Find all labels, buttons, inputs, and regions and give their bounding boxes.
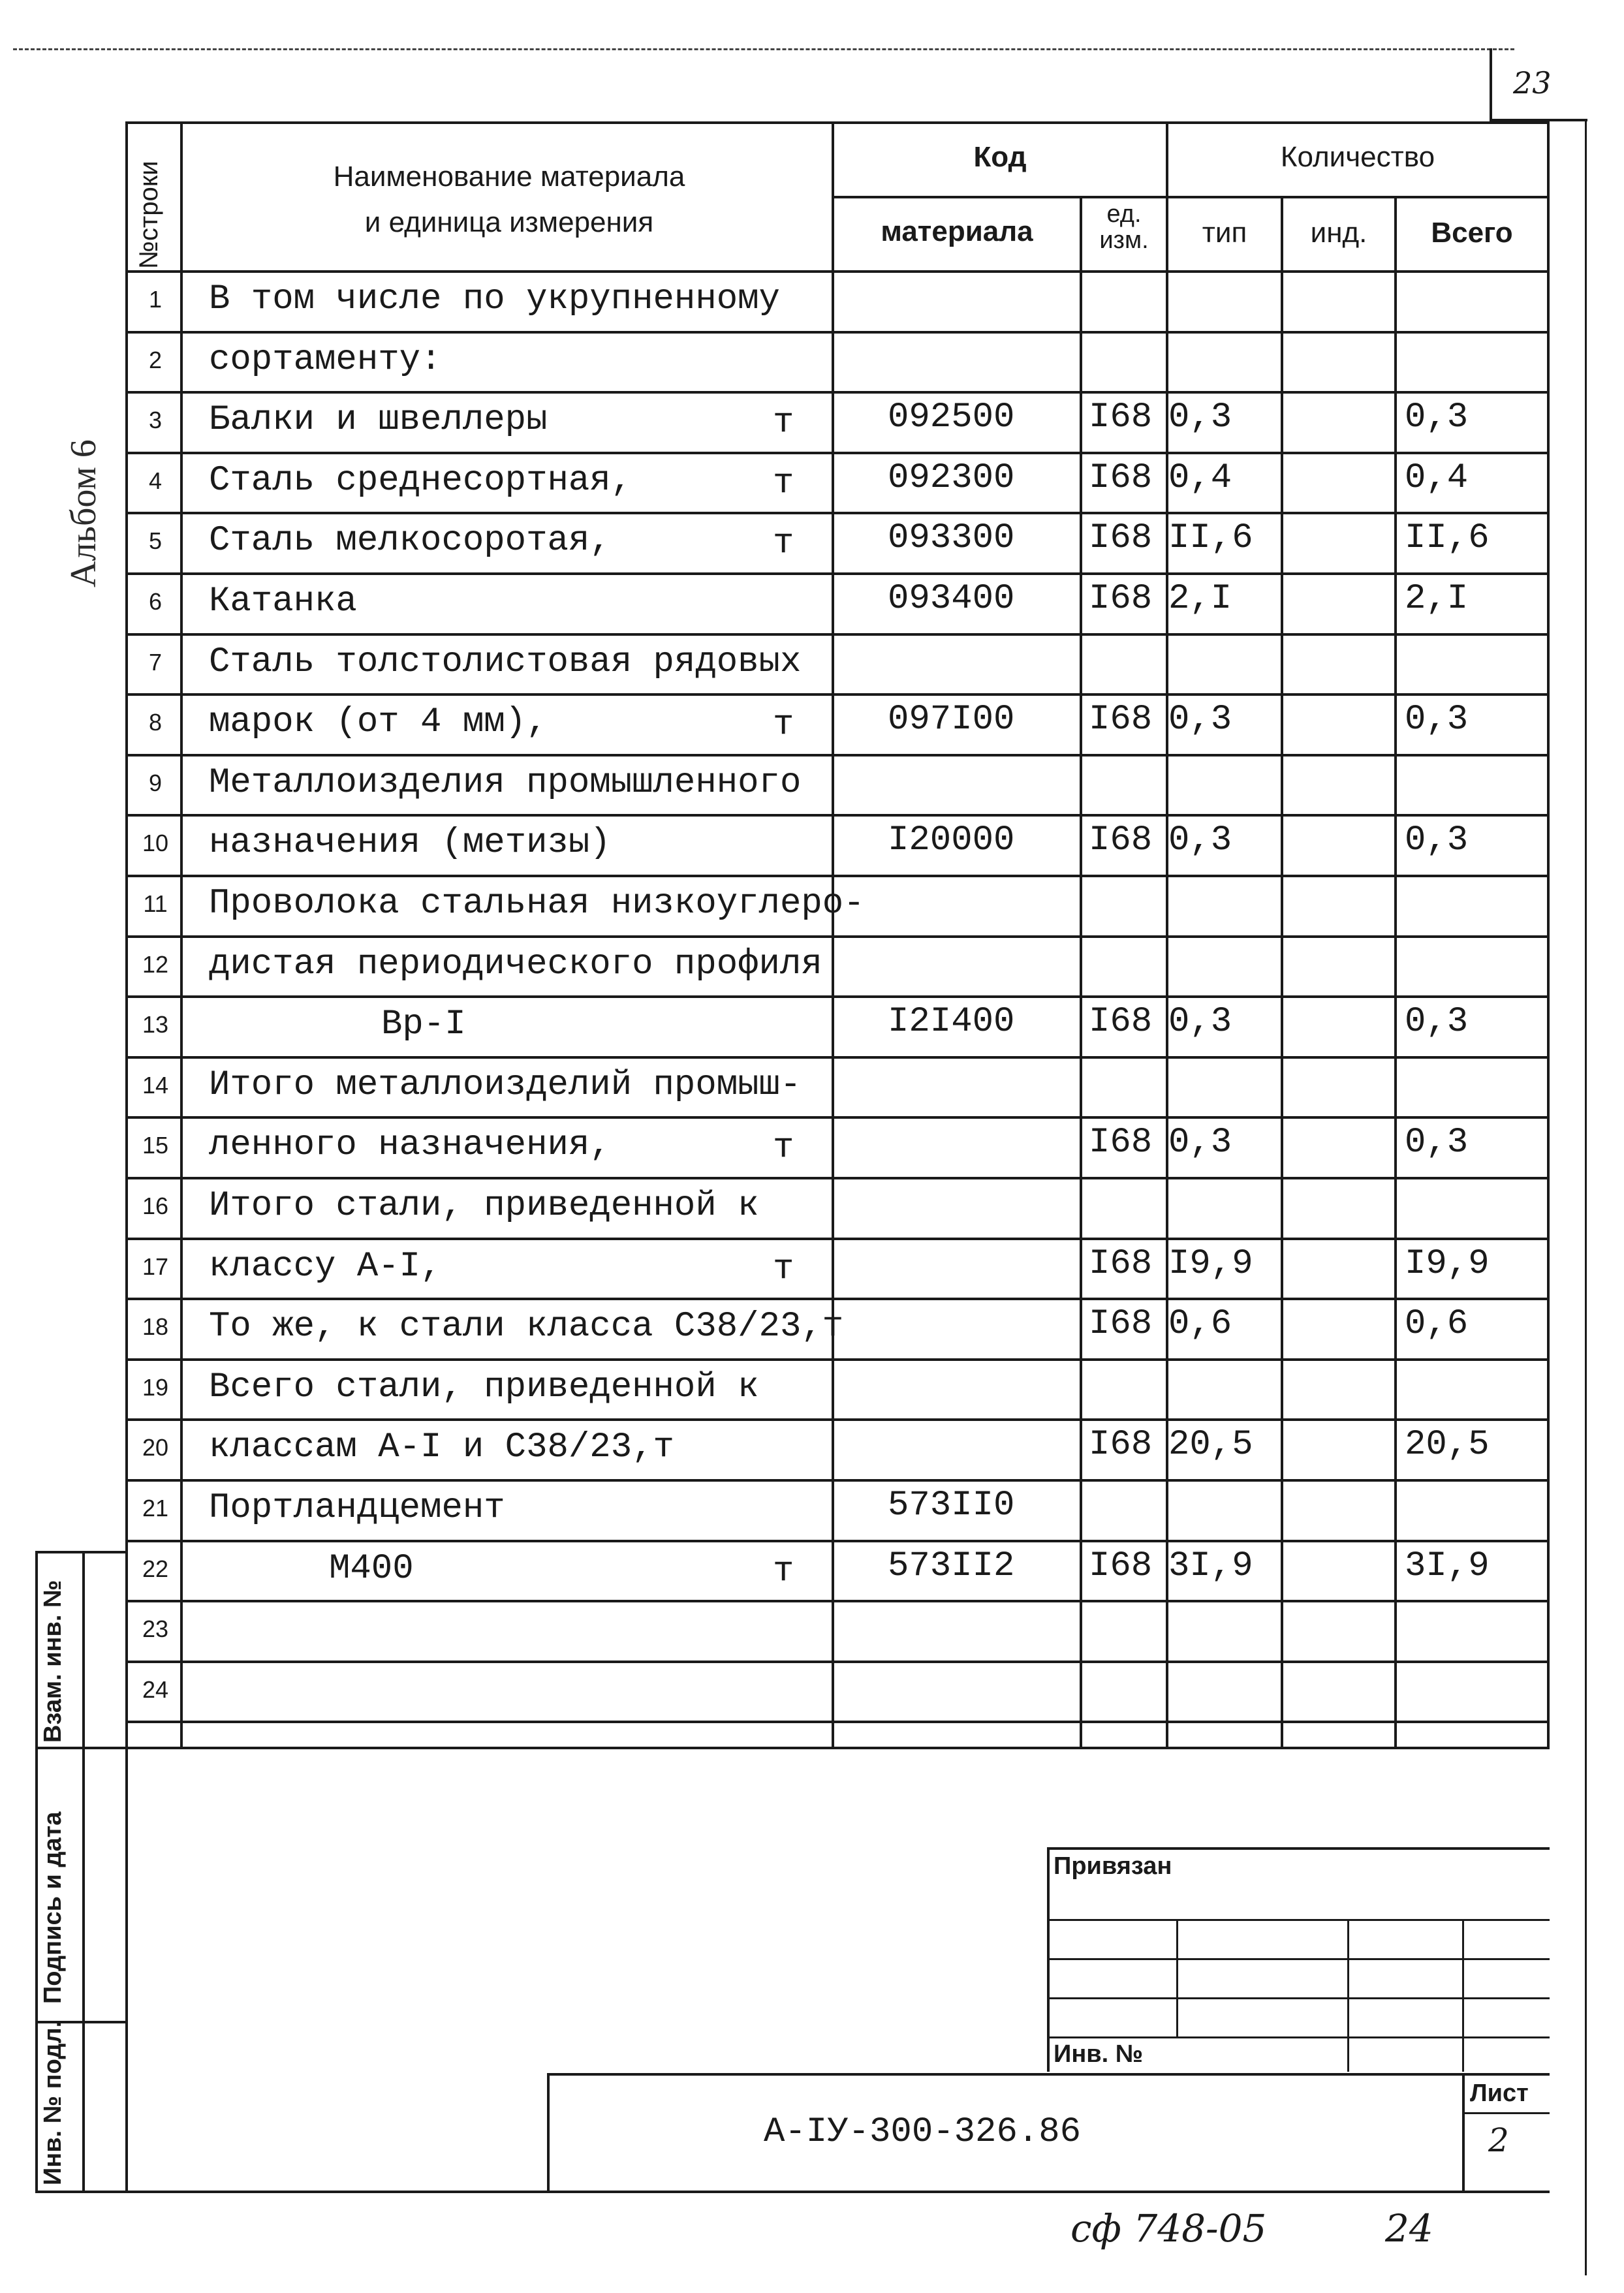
- row-number: 14: [142, 1071, 169, 1099]
- header-row-no: №строки: [134, 161, 163, 269]
- row-code: 093400: [888, 579, 1015, 619]
- row-number: 6: [148, 588, 163, 615]
- row-total: I9,9: [1405, 1243, 1490, 1284]
- tb-list-label: Лист: [1470, 2080, 1529, 2107]
- row-number: 7: [148, 648, 163, 676]
- stamp-outer-left: [35, 1551, 38, 2191]
- row-number: 1: [148, 286, 163, 313]
- stamp-inner: [82, 1551, 85, 2191]
- row-number: 9: [148, 769, 163, 796]
- row-edizm: I68: [1089, 1123, 1153, 1163]
- stamp-bottom: [35, 2191, 1550, 2193]
- page-number: 23: [1513, 65, 1552, 101]
- row-total: 0,3: [1405, 820, 1469, 861]
- row-number: 17: [142, 1253, 169, 1280]
- table-right-border: [1547, 121, 1550, 1747]
- row-line: [125, 633, 1550, 636]
- tb-vert-left: [1047, 1847, 1050, 2072]
- row-total: 20,5: [1405, 1425, 1490, 1465]
- row-edizm: I68: [1089, 700, 1153, 740]
- row-edizm: I68: [1089, 518, 1153, 559]
- top-edge-line: [13, 48, 1514, 50]
- stamp-div1: [35, 1747, 1550, 1749]
- ind-col-border: [1394, 196, 1397, 1747]
- row-line: [125, 693, 1550, 696]
- row-code: 092500: [888, 398, 1015, 438]
- tb-doc-code: А-IУ-300-326.86: [764, 2112, 1082, 2152]
- row-tip: 20,5: [1168, 1425, 1253, 1465]
- row-line: [125, 1238, 1550, 1240]
- row-tip: 0,6: [1168, 1304, 1232, 1345]
- row-name: классам А-I и С38/23,т: [209, 1427, 674, 1468]
- row-line: [125, 995, 1550, 998]
- row-total: 0,3: [1405, 700, 1469, 740]
- header-code-material: материала: [881, 215, 1033, 247]
- tb-line3: [1048, 1958, 1550, 1960]
- header-qty-type: тип: [1202, 217, 1247, 249]
- row-number: 11: [143, 890, 168, 917]
- tb-list-left: [1462, 2073, 1465, 2193]
- row-tip: I9,9: [1168, 1243, 1253, 1284]
- page-number-box-left: [1490, 48, 1492, 120]
- row-number: 8: [148, 709, 163, 736]
- row-line: [125, 331, 1550, 334]
- row-tip: II,6: [1168, 518, 1253, 559]
- row-name: марок (от 4 мм),: [209, 702, 548, 743]
- row-total: 0,4: [1405, 458, 1469, 498]
- row-name: ленного назначения,: [209, 1125, 611, 1166]
- sheet-left-border: [125, 1551, 128, 2193]
- row-edizm: I68: [1089, 579, 1153, 619]
- row-name: То же, к стали класса С38/23,т: [209, 1307, 844, 1347]
- row-name: сортаменту:: [209, 339, 442, 380]
- tip-col-border: [1281, 196, 1283, 1747]
- tb-inv-no: Инв. №: [1054, 2040, 1144, 2068]
- header-name-line2: и единица измерения: [364, 206, 654, 238]
- header-quantity: Количество: [1280, 141, 1435, 173]
- row-tip: 0,3: [1168, 820, 1232, 861]
- row-line: [125, 1479, 1550, 1482]
- row-name: Проволока стальная низкоуглеро-: [209, 884, 865, 924]
- tb-line4: [1048, 1997, 1550, 1999]
- row-line: [125, 814, 1550, 817]
- row-code: I2I400: [888, 1002, 1015, 1042]
- row-edizm: I68: [1089, 1243, 1153, 1284]
- row-number: 22: [142, 1555, 169, 1582]
- row-number: 16: [142, 1193, 169, 1219]
- row-number: 2: [148, 346, 163, 373]
- tb-privyazan: Привязан: [1054, 1852, 1172, 1880]
- tb-doc-left: [547, 2073, 550, 2193]
- tb-list-no: 2: [1488, 2121, 1509, 2159]
- row-name: Всего стали, приведенной к: [209, 1367, 759, 1407]
- header-qty-total: Всего: [1431, 217, 1513, 249]
- row-code: 092300: [888, 458, 1015, 498]
- row-edizm: I68: [1089, 398, 1153, 438]
- row-name: Металлоизделия промышленного: [209, 762, 802, 803]
- header-qty-ind: инд.: [1310, 217, 1367, 249]
- row-number: 20: [142, 1434, 169, 1461]
- row-tip: 2,I: [1168, 579, 1232, 619]
- right-border: [1585, 121, 1587, 2275]
- row-tip: 0,3: [1168, 1002, 1232, 1042]
- row-number: 3: [148, 407, 163, 434]
- row-line: [125, 1721, 1550, 1723]
- row-unit: т: [773, 705, 794, 745]
- row-total: 2,I: [1405, 579, 1469, 619]
- row-name: назначения (метизы): [209, 823, 611, 864]
- archive-code: сф 748-05: [1070, 2206, 1267, 2251]
- row-total: II,6: [1405, 518, 1490, 559]
- stamp-inv-podl: Инв. № подл.: [39, 2020, 67, 2185]
- row-line: [125, 1661, 1550, 1663]
- row-name: Сталь среднесортная,: [209, 460, 632, 501]
- stamp-vzam-inv: Взам. инв. №: [39, 1580, 67, 1743]
- row-code: I20000: [888, 820, 1015, 861]
- row-line: [125, 875, 1550, 877]
- tb-vert-3: [1347, 1919, 1349, 2072]
- row-unit: т: [773, 523, 794, 564]
- row-number: 4: [148, 467, 163, 494]
- header-bottom-line: [125, 270, 1550, 273]
- tb-line1: [1048, 1847, 1550, 1850]
- row-name: В том числе по укрупненному: [209, 279, 780, 319]
- row-line: [125, 512, 1550, 514]
- row-number: 23: [142, 1615, 169, 1643]
- row-number: 13: [142, 1011, 169, 1038]
- row-edizm: I68: [1089, 1546, 1153, 1586]
- row-tip: 0,3: [1168, 700, 1232, 740]
- row-unit: т: [773, 1551, 794, 1591]
- row-name: Портландцемент: [209, 1488, 505, 1528]
- album-label: Альбом 6: [63, 439, 104, 587]
- row-edizm: I68: [1089, 458, 1153, 498]
- row-total: 3I,9: [1405, 1546, 1490, 1586]
- row-unit: т: [773, 463, 794, 503]
- row-line: [125, 1298, 1550, 1300]
- row-line: [125, 1358, 1550, 1361]
- row-number: 12: [142, 950, 169, 978]
- header-code-unit: ед. изм.: [1099, 200, 1149, 254]
- stamp-podpis-data: Подпись и дата: [39, 1811, 67, 2004]
- row-name: Сталь толстолистовая рядовых: [209, 642, 802, 682]
- row-number: 21: [142, 1495, 169, 1521]
- row-number: 5: [148, 527, 163, 555]
- header-name-line1: Наименование материала: [333, 161, 685, 193]
- row-line: [125, 1116, 1550, 1119]
- row-line: [125, 754, 1550, 757]
- edizm-col-border: [1166, 121, 1168, 1747]
- row-tip: 0,4: [1168, 458, 1232, 498]
- row-code: 573II0: [888, 1486, 1015, 1525]
- row-edizm: I68: [1089, 820, 1153, 861]
- row-name: Итого металлоизделий промыш-: [209, 1065, 802, 1105]
- row-edizm: I68: [1089, 1425, 1153, 1465]
- row-total: 0,6: [1405, 1304, 1469, 1345]
- row-unit: т: [773, 403, 794, 443]
- row-tip: 3I,9: [1168, 1546, 1253, 1586]
- row-name: Балки и швеллеры: [209, 400, 548, 441]
- row-name: Вр-I: [381, 1005, 466, 1045]
- row-code: 097I00: [888, 700, 1015, 740]
- row-line: [125, 1600, 1550, 1602]
- tb-line5: [1048, 2036, 1550, 2038]
- row-name: дистая периодического профиля: [209, 944, 822, 984]
- tb-vert-2: [1176, 1919, 1178, 2036]
- tb-doc-top: [548, 2073, 1550, 2076]
- row-tip: 0,3: [1168, 1123, 1232, 1163]
- row-unit: т: [773, 1128, 794, 1168]
- tb-list-mid: [1462, 2112, 1550, 2114]
- row-edizm: I68: [1089, 1002, 1153, 1042]
- row-code: 573II2: [888, 1546, 1015, 1586]
- code-col-border: [1080, 196, 1082, 1747]
- stamp-top: [35, 1551, 127, 1553]
- header-mid-line: [832, 196, 1550, 198]
- row-number: 18: [142, 1313, 169, 1341]
- row-name: Катанка: [209, 582, 357, 621]
- row-total: 0,3: [1405, 398, 1469, 438]
- row-name: Итого стали, приведенной к: [209, 1186, 759, 1226]
- row-line: [125, 452, 1550, 454]
- row-line: [125, 1540, 1550, 1542]
- row-line: [125, 1056, 1550, 1059]
- row-line: [125, 1177, 1550, 1179]
- row-line: [125, 935, 1550, 938]
- row-total: 0,3: [1405, 1002, 1469, 1042]
- row-name: классу А-I,: [209, 1246, 442, 1287]
- sheet-total: 24: [1385, 2206, 1433, 2251]
- row-number: 10: [142, 830, 169, 857]
- table-top-border: [125, 121, 1550, 124]
- row-tip: 0,3: [1168, 398, 1232, 438]
- row-line: [125, 572, 1550, 575]
- row-unit: т: [773, 1249, 794, 1289]
- tb-line2: [1048, 1919, 1550, 1921]
- row-edizm: I68: [1089, 1304, 1153, 1345]
- header-code: Код: [973, 141, 1027, 173]
- row-total: 0,3: [1405, 1123, 1469, 1163]
- name-col-border: [832, 121, 834, 1747]
- row-number: 15: [142, 1132, 169, 1159]
- row-code: 093300: [888, 518, 1015, 559]
- row-name: М400: [329, 1548, 414, 1589]
- tb-vert-4: [1462, 1919, 1464, 2072]
- row-line: [125, 391, 1550, 394]
- row-number: 24: [142, 1676, 169, 1703]
- row-number: 19: [142, 1373, 169, 1401]
- row-name: Сталь мелкосоротая,: [209, 521, 611, 561]
- row-line: [125, 1418, 1550, 1421]
